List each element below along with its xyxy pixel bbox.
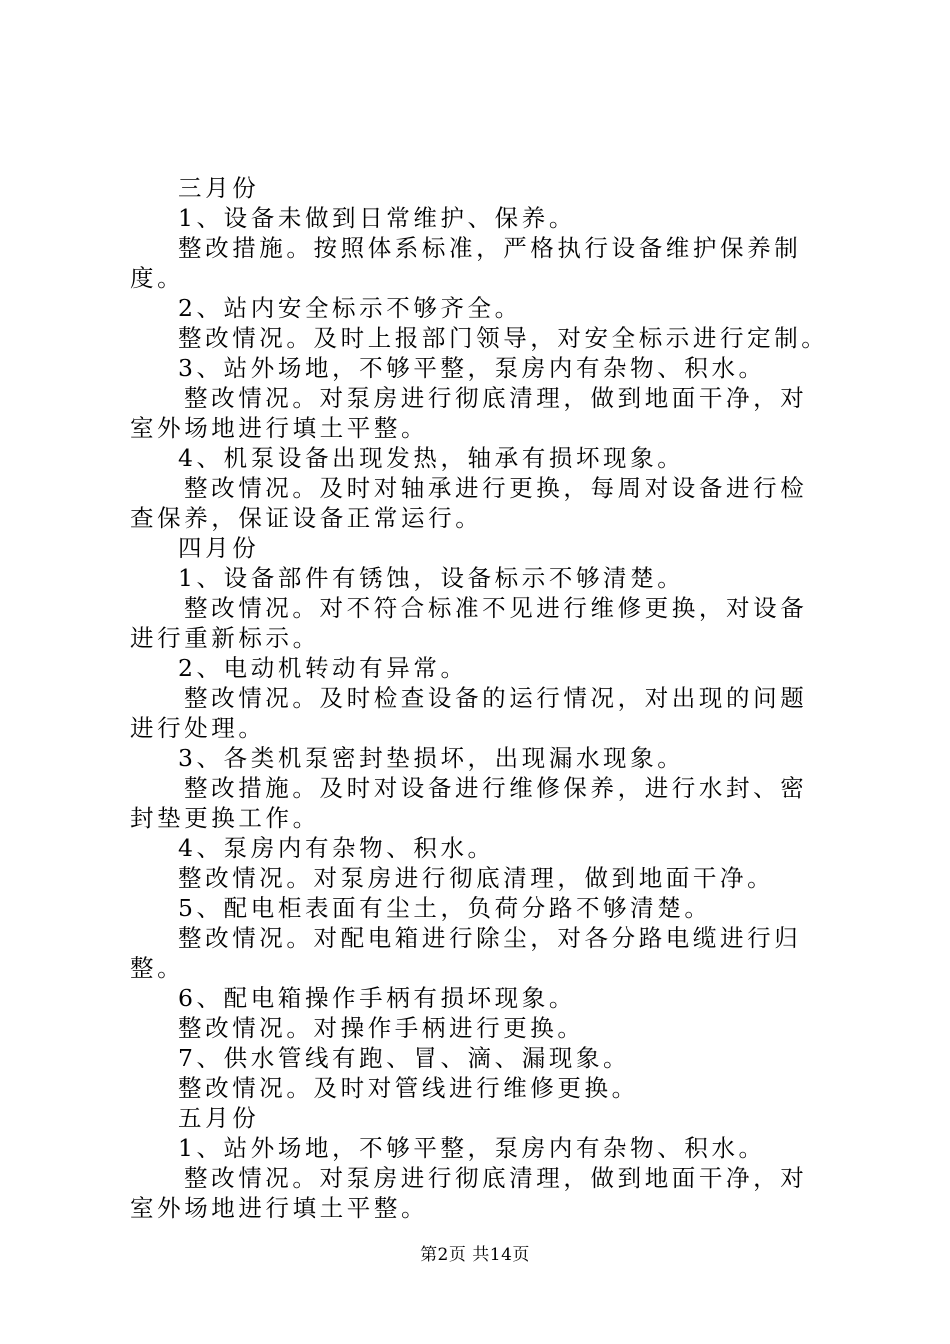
paragraph: 整改情况。对不符合标准不见进行维修更换，对设备进行重新标示。 [130, 594, 808, 652]
paragraph: 3、站外场地，不够平整，泵房内有杂物、积水。 [178, 354, 766, 382]
paragraph: 整改情况。对操作手柄进行更换。 [178, 1014, 585, 1042]
document-body [130, 173, 834, 1223]
paragraph: 1、设备未做到日常维护、保养。 [178, 204, 576, 232]
paragraph: 整改情况。对泵房进行彻底清理，做到地面干净。 [178, 864, 775, 892]
paragraph: 1、站外场地，不够平整，泵房内有杂物、积水。 [178, 1134, 766, 1162]
paragraph: 整改情况。对配电箱进行除尘，对各分路电缆进行归整。 [130, 924, 802, 982]
paragraph: 三月份 [178, 174, 260, 202]
paragraph: 整改情况。对泵房进行彻底清理，做到地面干净，对室外场地进行填土平整。 [130, 1164, 808, 1222]
paragraph: 整改情况。对泵房进行彻底清理，做到地面干净，对室外场地进行填土平整。 [130, 384, 808, 442]
paragraph: 整改情况。及时上报部门领导，对安全标示进行定制。 [178, 324, 829, 352]
paragraph: 整改措施。按照体系标准，严格执行设备维护保养制度。 [130, 234, 802, 292]
paragraph: 整改情况。及时对管线进行维修更换。 [178, 1074, 639, 1102]
paragraph: 4、机泵设备出现发热，轴承有损坏现象。 [178, 444, 685, 472]
page-footer: 第2页 共14页 [420, 1245, 530, 1265]
paragraph: 四月份 [178, 534, 260, 562]
paragraph: 3、各类机泵密封垫损坏，出现漏水现象。 [178, 744, 685, 772]
paragraph: 6、配电箱操作手柄有损坏现象。 [178, 984, 576, 1012]
paragraph: 1、设备部件有锈蚀，设备标示不够清楚。 [178, 564, 685, 592]
paragraph: 五月份 [178, 1104, 260, 1132]
paragraph: 2、电动机转动有异常。 [178, 654, 468, 682]
paragraph: 整改情况。及时检查设备的运行情况，对出现的问题进行处理。 [130, 684, 808, 742]
paragraph: 7、供水管线有跑、冒、滴、漏现象。 [178, 1044, 631, 1072]
paragraph: 5、配电柜表面有尘土，负荷分路不够清楚。 [178, 894, 712, 922]
paragraph: 整改措施。及时对设备进行维修保养，进行水封、密封垫更换工作。 [130, 774, 808, 832]
paragraph: 4、泵房内有杂物、积水。 [178, 834, 495, 862]
paragraph: 2、站内安全标示不够齐全。 [178, 294, 522, 322]
paragraph: 整改情况。及时对轴承进行更换，每周对设备进行检查保养，保证设备正常运行。 [130, 474, 808, 532]
